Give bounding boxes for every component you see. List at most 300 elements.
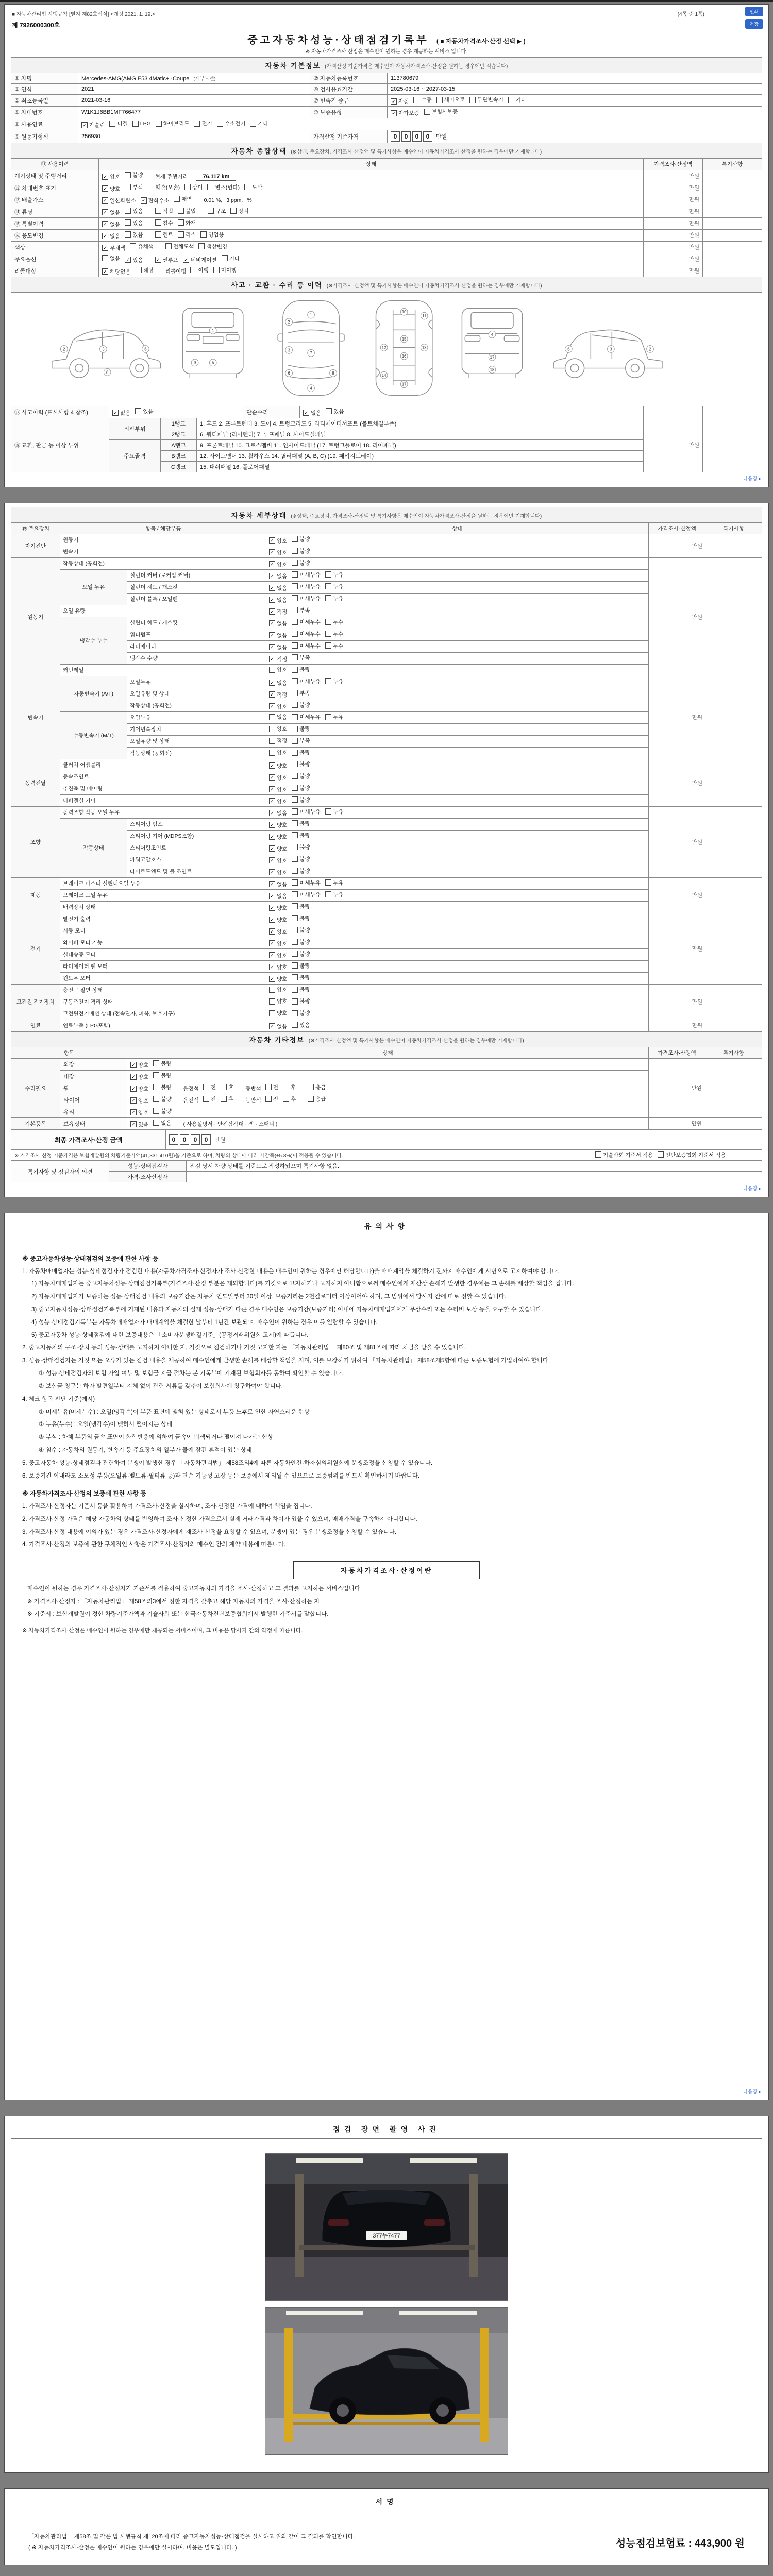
- checkbox-후[interactable]: [221, 1083, 233, 1091]
- checkbox-label: 없음: [277, 573, 288, 580]
- checkbox-group: [269, 737, 315, 745]
- checkbox-진단보증협회 기준서 적용[interactable]: [658, 1151, 726, 1159]
- checkbox-누유[interactable]: [325, 808, 343, 816]
- checkbox-label: 미세누유: [299, 891, 321, 898]
- notice-line: 5. 중고자동차 성능·상태점검과 관련하여 분쟁이 발생한 경우 「자동차관리법」 제58조의4에 따른 자동차안전·하자심의위원회에 분쟁조정을 신청할 수 있습니다.: [22, 1460, 433, 1466]
- checkbox-불량[interactable]: [153, 1083, 171, 1091]
- checkbox-있음[interactable]: [292, 1021, 310, 1029]
- checkbox-불량[interactable]: [292, 926, 310, 934]
- checkbox-유채색[interactable]: [130, 243, 153, 250]
- checkbox-양호[interactable]: [269, 963, 287, 971]
- checkbox-침수[interactable]: [155, 219, 173, 227]
- checkbox-label: 전: [273, 1084, 278, 1091]
- checkbox-양호[interactable]: [269, 986, 287, 993]
- checkbox-group: [155, 219, 201, 228]
- checkbox-누수[interactable]: [325, 630, 343, 638]
- col-remark: 특기사항: [705, 1047, 762, 1058]
- checkbox-label: 자가보증: [398, 110, 419, 116]
- checkbox-group: [269, 784, 315, 793]
- engine-type-value: 256930: [78, 130, 310, 143]
- checkbox-label: 누수: [332, 619, 344, 625]
- checkbox-불량[interactable]: [292, 832, 310, 839]
- checkbox-구조[interactable]: [208, 207, 226, 215]
- checkbox-label: 양호: [277, 976, 288, 982]
- checkbox-전체도색[interactable]: [165, 243, 194, 250]
- checkbox-양호[interactable]: [269, 928, 287, 936]
- final-price-label: 최종 가격조사·산정 금액: [11, 1129, 166, 1149]
- checkbox-양호[interactable]: [102, 173, 120, 180]
- checkbox-양호[interactable]: [130, 1061, 148, 1069]
- checkbox-기타[interactable]: [222, 255, 240, 262]
- unchecked-box-icon: [221, 1096, 227, 1102]
- unchecked-box-icon: [155, 231, 161, 238]
- checkbox-미세누수[interactable]: [292, 630, 321, 638]
- checkbox-label: 부족: [299, 654, 310, 661]
- checkbox-label: 있음: [138, 1121, 149, 1128]
- checkbox-group: [130, 1083, 176, 1093]
- checked-box-icon: ✓: [269, 869, 275, 875]
- remark-cell: [703, 241, 762, 253]
- checkbox-후[interactable]: [221, 1095, 233, 1103]
- checkbox-없음[interactable]: [102, 255, 120, 262]
- checkbox-없음[interactable]: [269, 809, 287, 817]
- row-status: [266, 794, 649, 806]
- price-amount-cell: 만원: [648, 1117, 705, 1129]
- checkbox-후[interactable]: [283, 1095, 296, 1103]
- save-button[interactable]: 저장: [745, 19, 763, 29]
- checkbox-장치[interactable]: [230, 207, 248, 215]
- checkbox-불량[interactable]: [292, 749, 310, 756]
- checkbox-label: 양호: [277, 561, 288, 568]
- checkbox-없음[interactable]: [269, 880, 287, 888]
- checkbox-양호[interactable]: [130, 1073, 148, 1081]
- checkbox-없음[interactable]: [269, 584, 287, 592]
- unchecked-box-icon: [292, 796, 298, 803]
- svg-text:2: 2: [288, 319, 290, 325]
- checkbox-부족[interactable]: [292, 689, 310, 697]
- unchecked-box-icon: [135, 408, 141, 414]
- print-button[interactable]: 인쇄: [745, 7, 763, 16]
- svg-text:4: 4: [491, 332, 494, 337]
- checkbox-해당[interactable]: [136, 266, 154, 274]
- checkbox-label: 부족: [299, 607, 310, 614]
- checkbox-불량[interactable]: [292, 903, 310, 910]
- unchecked-box-icon: [292, 903, 298, 909]
- checkbox-양호[interactable]: [269, 762, 287, 770]
- checkbox-전[interactable]: [203, 1095, 216, 1103]
- checkbox-양호[interactable]: [269, 904, 287, 912]
- item-part: 브레이크 마스터 실린더오일 누유: [60, 877, 266, 889]
- checkbox-누수[interactable]: [325, 642, 343, 650]
- checkbox-전기[interactable]: [194, 120, 212, 127]
- checkbox-이행[interactable]: [190, 266, 208, 274]
- checkbox-불량[interactable]: [125, 171, 143, 179]
- checkbox-영업용[interactable]: [200, 231, 224, 239]
- notice-box-line: 매수인이 원하는 경우 가격조사·산정자가 기준서를 적용하여 중고자동차의 가격을 조사·산정하고 그 결과를 고지하는 서비스입니다.: [27, 1586, 362, 1592]
- checked-box-icon: ✓: [269, 549, 275, 555]
- price-digit-box: 0: [423, 131, 432, 142]
- checkbox-불량[interactable]: [292, 1009, 310, 1017]
- checkbox-없음[interactable]: [269, 892, 287, 900]
- checkbox-도말[interactable]: [244, 183, 262, 191]
- checkbox-없음[interactable]: [112, 409, 130, 417]
- table-row: [11, 1058, 762, 1070]
- checkbox-미이행[interactable]: [213, 266, 237, 274]
- checkbox-양호[interactable]: [269, 997, 287, 1005]
- price-amount-cell: 만원: [649, 676, 705, 759]
- accident-section-table: [11, 277, 762, 406]
- checkbox-누유[interactable]: [325, 713, 343, 721]
- checkbox-하이브리드[interactable]: [156, 120, 190, 127]
- checkbox-상이[interactable]: [184, 183, 203, 191]
- unchecked-box-icon: [155, 208, 161, 214]
- first-registration-label: ⑤ 최초등록일: [11, 95, 78, 107]
- checkbox-group: [269, 701, 315, 710]
- item-part: 라디에이터 팬 모터: [60, 960, 266, 972]
- checkbox-group: [269, 938, 315, 947]
- item-part: 연료누출 (LPG포함): [60, 1020, 266, 1031]
- checkbox-불량[interactable]: [292, 796, 310, 804]
- item-part: 작동상태 (공회전): [127, 700, 266, 711]
- checkbox-보험사보증[interactable]: [424, 108, 458, 115]
- unchecked-box-icon: [292, 879, 298, 886]
- svg-text:6: 6: [288, 370, 290, 376]
- checkbox-양호[interactable]: [269, 666, 287, 673]
- checkbox-불량[interactable]: [153, 1072, 171, 1079]
- checkbox-양호[interactable]: [269, 952, 287, 959]
- checkbox-LPG[interactable]: [132, 121, 151, 127]
- checkbox-적정[interactable]: [269, 691, 287, 699]
- unchecked-box-icon: [208, 208, 214, 214]
- unchecked-box-icon: [292, 642, 298, 649]
- checkbox-미세누수[interactable]: [292, 642, 321, 650]
- checked-box-icon: ✓: [269, 928, 275, 935]
- remark-cell: [703, 206, 762, 217]
- checkbox-불량[interactable]: [292, 760, 310, 768]
- checkbox-없음[interactable]: [153, 1119, 171, 1127]
- checkbox-있음[interactable]: [125, 219, 143, 227]
- checkbox-응급[interactable]: [308, 1095, 326, 1103]
- next-page-link[interactable]: 다음장 ▸: [743, 476, 761, 482]
- item-part: 실내송풍 모터: [60, 948, 266, 960]
- checkbox-양호[interactable]: [102, 185, 120, 193]
- checkbox-색상변경[interactable]: [198, 243, 227, 250]
- checkbox-무채색[interactable]: [102, 244, 125, 252]
- checkbox-화재[interactable]: [178, 219, 196, 227]
- checkbox-불량[interactable]: [292, 938, 310, 946]
- checkbox-누유[interactable]: [325, 583, 343, 590]
- checked-box-icon: ✓: [130, 1086, 137, 1092]
- checkbox-양호[interactable]: [269, 561, 287, 568]
- checkbox-기술사회 기준서 적용[interactable]: [595, 1151, 653, 1159]
- checkbox-네비게이션[interactable]: [183, 256, 217, 264]
- item-category: 작동상태: [60, 818, 127, 877]
- unchecked-box-icon: [292, 536, 298, 542]
- checkbox-label: 후: [290, 1084, 296, 1091]
- row-status: [266, 676, 649, 688]
- inline-text: 리콜이행: [165, 268, 187, 275]
- checkbox-불량[interactable]: [292, 559, 310, 567]
- checkbox-해당없음[interactable]: [102, 268, 131, 276]
- checkbox-없음[interactable]: [269, 596, 287, 604]
- checkbox-없음[interactable]: [269, 713, 287, 721]
- checkbox-자가보증[interactable]: [391, 109, 419, 117]
- checkbox-적법[interactable]: [155, 207, 173, 215]
- checkbox-group: [102, 207, 148, 216]
- inspector-opinion-table: [11, 1160, 762, 1182]
- checkbox-가솔린[interactable]: [81, 121, 105, 129]
- checkbox-label: 양호: [277, 667, 288, 673]
- checkbox-불법[interactable]: [178, 207, 196, 215]
- checkbox-누수[interactable]: [325, 618, 343, 626]
- checkbox-훼손(오손)[interactable]: [148, 183, 180, 191]
- svg-text:3: 3: [102, 346, 105, 351]
- rank-label: 1랭크: [161, 418, 197, 429]
- checkbox-세미오토[interactable]: [436, 96, 465, 104]
- checkbox-양호[interactable]: [269, 1009, 287, 1017]
- checked-box-icon: ✓: [269, 656, 275, 662]
- unchecked-box-icon: [269, 726, 275, 732]
- col-state: 상태: [266, 522, 649, 534]
- checkbox-group: [203, 1083, 238, 1092]
- row-status: [266, 842, 649, 854]
- section-title-detail: 자동차 세부상태 (※상태, 주요장치, 가격조사·산정액 및 특기사항은 매수인이 자동차가격조사·산정을 원하는 경우에만 기재합니다): [11, 507, 762, 522]
- checkbox-label: 적정: [277, 608, 288, 615]
- row-status: [99, 229, 644, 241]
- checkbox-양호[interactable]: [269, 821, 287, 829]
- section-title-basic: 자동차 기본정보 (가격산정 기준가격은 매수인이 자동차가격조사·산정을 원하는 경우에만 적습니다): [11, 58, 762, 73]
- final-price-note: ※ 가격조사·산정 기준가격은 보험개발원의 차량기준가액(41,331,410원)을 기준으로 하며, 차량의 상태에 따라 가감폭(±5.8%)이 적용될 수 있습니다.: [11, 1149, 592, 1161]
- checkbox-누유[interactable]: [325, 571, 343, 579]
- checkbox-양호[interactable]: [269, 703, 287, 710]
- item-part: 디퍼렌셜 기어: [60, 794, 266, 806]
- checkbox-있음[interactable]: [125, 231, 143, 239]
- checkbox-label: 불량: [299, 702, 310, 708]
- unchecked-box-icon: [221, 1084, 227, 1090]
- checkbox-label: 양호: [277, 905, 288, 911]
- checkbox-있음[interactable]: [135, 408, 153, 415]
- checkbox-없음[interactable]: [102, 221, 120, 228]
- checkbox-미세누유[interactable]: [292, 808, 321, 816]
- checkbox-전[interactable]: [265, 1083, 278, 1091]
- checkbox-없음[interactable]: [269, 1023, 287, 1030]
- checkbox-불량[interactable]: [292, 962, 310, 970]
- checkbox-불량[interactable]: [153, 1060, 171, 1067]
- unchecked-box-icon: [184, 184, 191, 190]
- mileage-label: 현재 주행거리: [155, 173, 188, 180]
- checkbox-없음[interactable]: [269, 643, 287, 651]
- checkbox-label: 양호: [277, 917, 288, 923]
- next-page-link[interactable]: 다음장 ▸: [743, 1186, 761, 1192]
- checkbox-불량[interactable]: [292, 666, 310, 673]
- checkbox-없음[interactable]: [102, 209, 120, 216]
- checkbox-없음[interactable]: [269, 572, 287, 580]
- notice-line: 2. 가격조사·산정 가격은 해당 자동차의 상태를 반영하여 조사·산정한 가격으로서 실제 거래가격과 차이가 있을 수 있으며, 매매가격을 구속하지 아니합니다.: [22, 1516, 417, 1522]
- checkbox-디젤[interactable]: [109, 120, 127, 127]
- checkbox-group: [308, 1095, 330, 1104]
- checkbox-label: 불량: [299, 844, 310, 851]
- unchecked-box-icon: [153, 1096, 159, 1102]
- checkbox-양호[interactable]: [269, 845, 287, 853]
- svg-text:18: 18: [490, 367, 495, 372]
- checkbox-양호[interactable]: [269, 774, 287, 782]
- checked-box-icon: ✓: [102, 268, 108, 275]
- checkbox-양호[interactable]: [269, 549, 287, 556]
- checkbox-양호[interactable]: [269, 975, 287, 983]
- checkbox-양호[interactable]: [269, 857, 287, 865]
- checkbox-불량[interactable]: [292, 725, 310, 733]
- unchecked-box-icon: [292, 619, 298, 625]
- checkbox-label: 없음: [110, 221, 121, 228]
- checkbox-양호[interactable]: [269, 798, 287, 805]
- license-plate-text: 377누7477: [373, 2233, 400, 2239]
- checkbox-적정[interactable]: [269, 737, 287, 744]
- checkbox-썬루프[interactable]: [155, 256, 178, 264]
- checkbox-양호[interactable]: [269, 537, 287, 545]
- next-page-link[interactable]: 다음장 ▸: [743, 2089, 761, 2095]
- unchecked-box-icon: [283, 1084, 289, 1090]
- title-note: ※ 자동차가격조사·산정은 매수인이 원하는 경우 제공하는 서비스 입니다.: [305, 49, 468, 55]
- checkbox-응급[interactable]: [308, 1083, 326, 1091]
- checkbox-미세누유[interactable]: [292, 677, 321, 685]
- checkbox-자동[interactable]: [391, 97, 409, 105]
- checkbox-양호[interactable]: [269, 869, 287, 876]
- checkbox-label: 양호: [277, 703, 288, 710]
- checkbox-적정[interactable]: [269, 608, 287, 616]
- checkbox-group: [269, 808, 348, 817]
- table-row: [11, 1020, 762, 1031]
- checkbox-미세누유[interactable]: [292, 595, 321, 602]
- checkbox-부족[interactable]: [292, 737, 310, 744]
- unchecked-box-icon: [469, 97, 476, 103]
- checkbox-group: [102, 266, 158, 276]
- checkbox-리스[interactable]: [178, 231, 196, 239]
- checkbox-불량[interactable]: [292, 820, 310, 827]
- checkbox-불량[interactable]: [292, 784, 310, 792]
- checkbox-기타[interactable]: [508, 96, 526, 104]
- checkbox-있음[interactable]: [125, 256, 143, 264]
- checkbox-label: 양호: [277, 928, 288, 935]
- checkbox-누유[interactable]: [325, 891, 343, 899]
- checkbox-없음[interactable]: [102, 232, 120, 240]
- unchecked-box-icon: [292, 987, 298, 993]
- checkbox-수동[interactable]: [413, 96, 431, 104]
- checkbox-탄화수소[interactable]: [141, 197, 170, 205]
- checkbox-양호[interactable]: [130, 1085, 148, 1093]
- checkbox-미세누수[interactable]: [292, 618, 321, 626]
- checkbox-미세누유[interactable]: [292, 713, 321, 721]
- checkbox-있음[interactable]: [130, 1121, 148, 1128]
- checked-box-icon: ✓: [269, 952, 275, 958]
- checkbox-양호[interactable]: [269, 940, 287, 947]
- checkbox-불량[interactable]: [292, 950, 310, 958]
- checkbox-미세누유[interactable]: [292, 879, 321, 887]
- checkbox-불량[interactable]: [292, 986, 310, 993]
- svg-text:6: 6: [567, 346, 570, 351]
- checkbox-누유[interactable]: [325, 677, 343, 685]
- checkbox-양호[interactable]: [269, 916, 287, 924]
- checkbox-불량[interactable]: [292, 535, 310, 543]
- checkbox-불량[interactable]: [153, 1107, 171, 1115]
- svg-text:17: 17: [401, 382, 407, 387]
- checkbox-미세누유[interactable]: [292, 583, 321, 590]
- checkbox-불량[interactable]: [292, 547, 310, 555]
- checkbox-무단변속기[interactable]: [469, 96, 503, 104]
- row-label: 리콜대상: [11, 265, 99, 277]
- unchecked-box-icon: [217, 121, 223, 127]
- checkbox-부족[interactable]: [292, 606, 310, 614]
- unchecked-box-icon: [292, 962, 298, 969]
- checkbox-기타[interactable]: [250, 120, 268, 127]
- checkbox-있음[interactable]: [125, 207, 143, 215]
- checkbox-양호[interactable]: [269, 725, 287, 733]
- checkbox-불량[interactable]: [153, 1095, 171, 1103]
- checked-box-icon: ✓: [391, 110, 397, 116]
- checkbox-label: 양호: [277, 537, 288, 544]
- checkbox-label: 없음: [277, 714, 288, 721]
- notice-line: ① 미세누유(미세누수) : 오일(냉각수)이 부품 표면에 맺혀 있는 상태로서 부품 노후로 인한 자연스러운 현상: [39, 1409, 310, 1415]
- checkbox-양호[interactable]: [269, 749, 287, 756]
- checkbox-group: [269, 654, 315, 663]
- checkbox-양호[interactable]: [130, 1097, 148, 1105]
- checkbox-없음[interactable]: [269, 632, 287, 639]
- checkbox-불량[interactable]: [292, 855, 310, 863]
- checkbox-누유[interactable]: [325, 879, 343, 887]
- checkbox-부식[interactable]: [125, 183, 143, 191]
- checkbox-변조(변타)[interactable]: [207, 183, 240, 191]
- checkbox-일산화탄소[interactable]: [102, 197, 136, 205]
- unchecked-box-icon: [156, 121, 162, 127]
- checkbox-group: [269, 843, 315, 853]
- checkbox-양호[interactable]: [269, 833, 287, 841]
- checkbox-불량[interactable]: [292, 914, 310, 922]
- rank-items: 12. 사이드멤버 13. 휠하우스 14. 필러패널 (A, B, C) (19. 패키지트레이): [197, 450, 644, 461]
- checked-box-icon: ✓: [102, 209, 108, 215]
- checkbox-label: 불량: [299, 856, 310, 862]
- checkbox-전[interactable]: [265, 1095, 278, 1103]
- svg-text:4: 4: [310, 386, 312, 391]
- checkbox-불량[interactable]: [292, 701, 310, 709]
- checkbox-불량[interactable]: [292, 867, 310, 875]
- checkbox-매연[interactable]: [174, 195, 192, 203]
- checkbox-전[interactable]: [203, 1083, 216, 1091]
- checkbox-불량[interactable]: [292, 997, 310, 1005]
- checkbox-미세누유[interactable]: [292, 891, 321, 899]
- checkbox-있음[interactable]: [326, 408, 344, 415]
- checked-box-icon: ✓: [269, 620, 275, 626]
- checkbox-없음[interactable]: [303, 409, 321, 417]
- checkbox-불량[interactable]: [292, 843, 310, 851]
- checked-box-icon: ✓: [269, 905, 275, 911]
- checkbox-수소전기[interactable]: [217, 120, 246, 127]
- checkbox-group: [391, 96, 531, 105]
- checkbox-없음[interactable]: [269, 620, 287, 628]
- checkbox-렌트[interactable]: [155, 231, 173, 239]
- checkbox-미세누유[interactable]: [292, 571, 321, 579]
- checkbox-불량[interactable]: [292, 974, 310, 981]
- table-row: [11, 759, 762, 771]
- checkbox-불량[interactable]: [292, 772, 310, 780]
- checkbox-후[interactable]: [283, 1083, 296, 1091]
- checkbox-group: [203, 1095, 238, 1104]
- price-digit-box: 0: [391, 131, 400, 142]
- checkbox-없음[interactable]: [269, 679, 287, 687]
- checkbox-양호[interactable]: [269, 786, 287, 793]
- checkbox-부족[interactable]: [292, 654, 310, 662]
- checkbox-누유[interactable]: [325, 595, 343, 602]
- checkbox-적정[interactable]: [269, 655, 287, 663]
- checkbox-양호[interactable]: [130, 1109, 148, 1116]
